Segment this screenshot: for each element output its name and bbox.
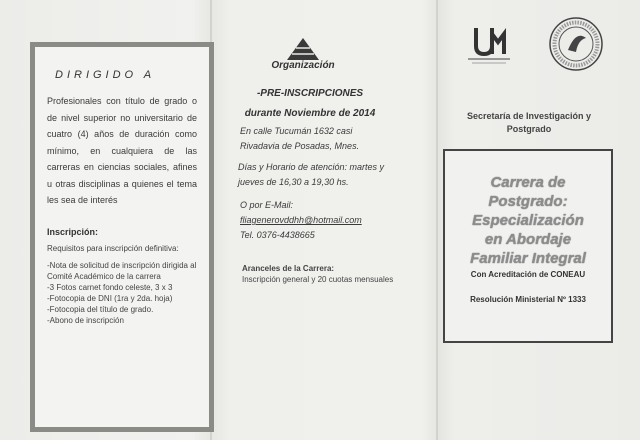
carrera-box xyxy=(443,149,613,343)
requisito-item: -3 Fotos carnet fondo celeste, 3 x 3 xyxy=(47,282,173,292)
carrera-title-line: Familiar Integral xyxy=(470,250,586,267)
email-label: O por E-Mail: xyxy=(240,200,294,210)
carrera-title xyxy=(445,173,611,268)
requisitos-label: Requisitos para inscripción definitiva: xyxy=(47,243,179,253)
contact-block xyxy=(240,198,400,243)
resolucion-text: Resolución Ministerial Nº 1333 xyxy=(470,295,586,304)
organizacion-title: Organización xyxy=(271,60,335,71)
acreditacion-text: Con Acreditación de CONEAU xyxy=(470,270,586,279)
faculty-seal-icon xyxy=(548,16,604,72)
hours-line: jueves de 16,30 a 19,30 hs. xyxy=(238,177,349,187)
requisito-item: -Nota de solicitud de inscripción dirigida al Comité Académico de la carrera xyxy=(47,260,197,281)
phone-text: Tel. 0376-4438665 xyxy=(240,230,315,240)
carrera-title-line: en Abordaje xyxy=(484,231,572,248)
secretaria-line: Secretaría de Investigación y xyxy=(466,111,592,121)
organizacion-logo-icon xyxy=(286,37,320,61)
address-line: En calle Tucumán 1632 casi xyxy=(240,126,353,136)
dirigido-text: Profesionales con título de grado o de nivel superior no universitario de cuatro (4) años de duración como mínimo, en cualquiera de las carreras en ciencias sociales, afines u otras disciplinas a quienes el tema les sea de interés xyxy=(47,96,197,205)
inscripcion-title: Inscripción: xyxy=(47,226,99,237)
carrera-title-line: Postgrado: xyxy=(488,193,568,210)
requisito-item: -Fotocopia del título de grado. xyxy=(47,304,154,314)
address-line: Rivadavia de Posadas, Mnes. xyxy=(240,141,360,151)
email-link[interactable]: fliagenerovddhh@hotmail.com xyxy=(240,215,362,225)
secretaria-line: Postgrado xyxy=(506,124,552,134)
requisito-item: -Abono de inscripción xyxy=(47,315,124,325)
carrera-title-line: Especialización xyxy=(472,212,584,229)
aranceles-title: Aranceles de la Carrera: xyxy=(242,264,335,273)
hours-block xyxy=(238,160,398,190)
requisito-item: -Fotocopia de DNI (1ra y 2da. hoja) xyxy=(47,293,173,303)
aranceles-text: Inscripción general y 20 cuotas mensuales xyxy=(242,275,394,284)
aranceles-block xyxy=(242,264,402,284)
hours-line: Días y Horario de atención: martes y xyxy=(238,162,385,172)
university-logo-icon xyxy=(462,22,516,66)
carrera-title-line: Carrera de xyxy=(490,174,566,191)
address-block xyxy=(240,124,400,154)
requisitos-list xyxy=(47,260,197,326)
preinscripciones-title: -PRE-INSCRIPCIONES durante Noviembre de 2014 xyxy=(244,88,376,119)
dirigido-heading: DIRIGIDO A xyxy=(55,69,156,81)
secretaria-text xyxy=(454,110,604,136)
dirigido-box xyxy=(30,42,214,432)
fold-line-right xyxy=(436,0,438,440)
